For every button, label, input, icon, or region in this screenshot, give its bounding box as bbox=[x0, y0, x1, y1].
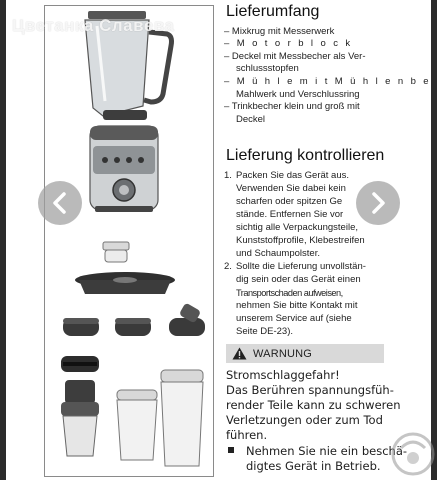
warning-bullet-line: Nehmen Sie nie ein beschä- bbox=[246, 444, 408, 458]
jug-lid-illustration bbox=[75, 272, 175, 294]
step-2-line bbox=[224, 261, 366, 273]
step-2-line: Transportschaden aufweisen, bbox=[236, 288, 343, 298]
list-item: Mahlwerk und Verschlussring bbox=[236, 89, 360, 100]
step-1-line: stände. Entfernen Sie vor bbox=[236, 209, 344, 220]
grinder-ring-illustration bbox=[61, 356, 99, 372]
motor-block-illustration bbox=[90, 126, 158, 212]
step-1-line bbox=[224, 170, 349, 182]
step-1-line: und Schaumpolster. bbox=[236, 248, 320, 259]
drinking-cup-small-illustration bbox=[117, 390, 157, 460]
bullet-icon bbox=[228, 447, 234, 453]
warning-text-line: führen. bbox=[226, 428, 268, 442]
previous-image-button[interactable] bbox=[38, 181, 82, 225]
frame-left-edge bbox=[0, 0, 6, 480]
drinking-cup-lids-illustration bbox=[63, 302, 205, 336]
manual-text-column bbox=[224, 0, 431, 480]
warning-text-line: Stromschlaggefahr! bbox=[226, 368, 340, 382]
next-image-button[interactable] bbox=[356, 181, 400, 225]
step-1-line: sichtig alle Verpackungsteile, bbox=[236, 222, 358, 233]
step-1-number: 1. bbox=[224, 170, 232, 181]
step-1-text: Packen Sie das Gerät aus. bbox=[236, 170, 350, 181]
heading-lieferung-kontrollieren: Lieferung kontrollieren bbox=[226, 147, 385, 164]
measuring-cup-illustration bbox=[103, 242, 129, 262]
step-2-line: unserem Service auf (siehe bbox=[236, 313, 352, 324]
grinder-illustration bbox=[61, 380, 99, 456]
step-1-line: Kunststoffprofile, Klebestreifen bbox=[236, 235, 365, 246]
list-item: – Mixkrug mit Messerwerk bbox=[224, 26, 335, 37]
drinking-cup-large-illustration bbox=[161, 370, 203, 466]
blender-parts-illustration bbox=[44, 5, 214, 477]
chevron-left-icon bbox=[50, 191, 70, 215]
warning-label: WARNUNG bbox=[253, 347, 313, 360]
step-1-line: scharfen oder spitzen Ge bbox=[236, 196, 343, 207]
warning-bar bbox=[226, 344, 384, 363]
step-2-line: dig sein oder das Gerät einen bbox=[236, 274, 361, 285]
step-2-line: nehmen Sie bitte Kontakt mit bbox=[236, 300, 358, 311]
step-2-text: Sollte die Lieferung unvollstän- bbox=[236, 261, 366, 272]
list-item: schlussstopfen bbox=[236, 63, 299, 74]
heading-lieferumfang: Lieferumfang bbox=[226, 3, 320, 20]
frame-right-edge bbox=[431, 0, 437, 480]
warning-text-line: Das Berühren spannungsfüh- bbox=[226, 383, 394, 397]
list-item: – M ü h l e m i t M ü h l e n b e bbox=[224, 76, 431, 87]
watermark: Цветанка Славева bbox=[12, 16, 175, 35]
chevron-right-icon bbox=[368, 191, 388, 215]
list-item: Deckel bbox=[236, 114, 266, 125]
warning-text-line: render Teile kann zu schweren bbox=[226, 398, 401, 412]
step-1-line: Verwenden Sie dabei kein bbox=[236, 183, 346, 194]
site-logo-watermark bbox=[387, 428, 435, 478]
list-item: – Trinkbecher klein und groß mit bbox=[224, 101, 360, 112]
step-2-line: Seite DE-23). bbox=[236, 326, 294, 337]
list-item: – M o t o r b l o c k bbox=[224, 38, 353, 49]
warning-bullet-line: digtes Gerät in Betrieb. bbox=[246, 459, 381, 473]
step-2-number: 2. bbox=[224, 261, 232, 272]
warning-text-line: Verletzungen oder zum Tod bbox=[226, 413, 383, 427]
warning-triangle-icon bbox=[232, 347, 247, 360]
list-item: – Deckel mit Messbecher als Ver- bbox=[224, 51, 366, 62]
